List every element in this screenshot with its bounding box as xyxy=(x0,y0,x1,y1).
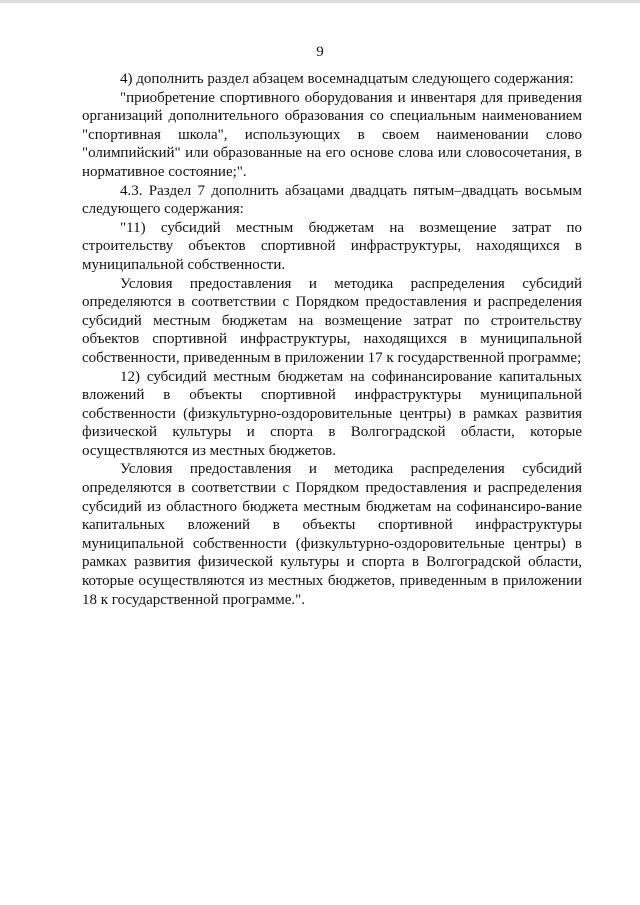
page-top-edge xyxy=(0,0,640,3)
paragraph-6: 12) субсидий местным бюджетам на софинансирование капитальных вложений в объекты спортивной инфраструктуры муниципальной собственности (физкультурно-оздоровительные центры) в рамках развития физической культуры и спорта в Волгоградской области, которые осуществляются из местных бюджетов. xyxy=(82,368,582,459)
paragraph-7: Условия предоставления и методика распределения субсидий определяются в соответствии с Порядком предоставления и распределения субсидий из областного бюджета местным бюджетам на софинансиро-вание капитальных вложений в объекты спортивной инфраструктуры муниципальной собственности (физкультурно-оздоровительные центры) в рамках развития физической культуры и спорта в Волгоградской области, которые осуществляются из местных бюджетов, приведенным в приложении 18 к государственной программе.". xyxy=(82,461,582,608)
page-number: 9 xyxy=(316,44,324,60)
paragraph-3: 4.3. Раздел 7 дополнить абзацами двадцать пятым–двадцать восьмым следующего содержания: xyxy=(82,182,582,218)
document-body xyxy=(82,70,582,609)
paragraph-5: Условия предоставления и методика распределения субсидий определяются в соответствии с Порядком предоставления и распределения субсидий местным бюджетам на возмещение затрат по строительству объектов спортивной инфраструктуры, находящихся в муниципальной собственности, приведенным в приложении 17 к государственной программе; xyxy=(82,275,582,366)
paragraph-1: 4) дополнить раздел абзацем восемнадцатым следующего содержания: xyxy=(120,71,574,87)
paragraph-2: "приобретение спортивного оборудования и инвентаря для приведения организаций дополнительного образования со специальным наименованием "спортивная школа", использующих в своем наименовании слово "олимпийский" или образованные на его основе слова или словосочетания, в нормативное состояние;". xyxy=(82,89,582,180)
paragraph-4: "11) субсидий местным бюджетам на возмещение затрат по строительству объектов спортивной инфраструктуры, находящихся в муниципальной собственности. xyxy=(82,219,582,273)
